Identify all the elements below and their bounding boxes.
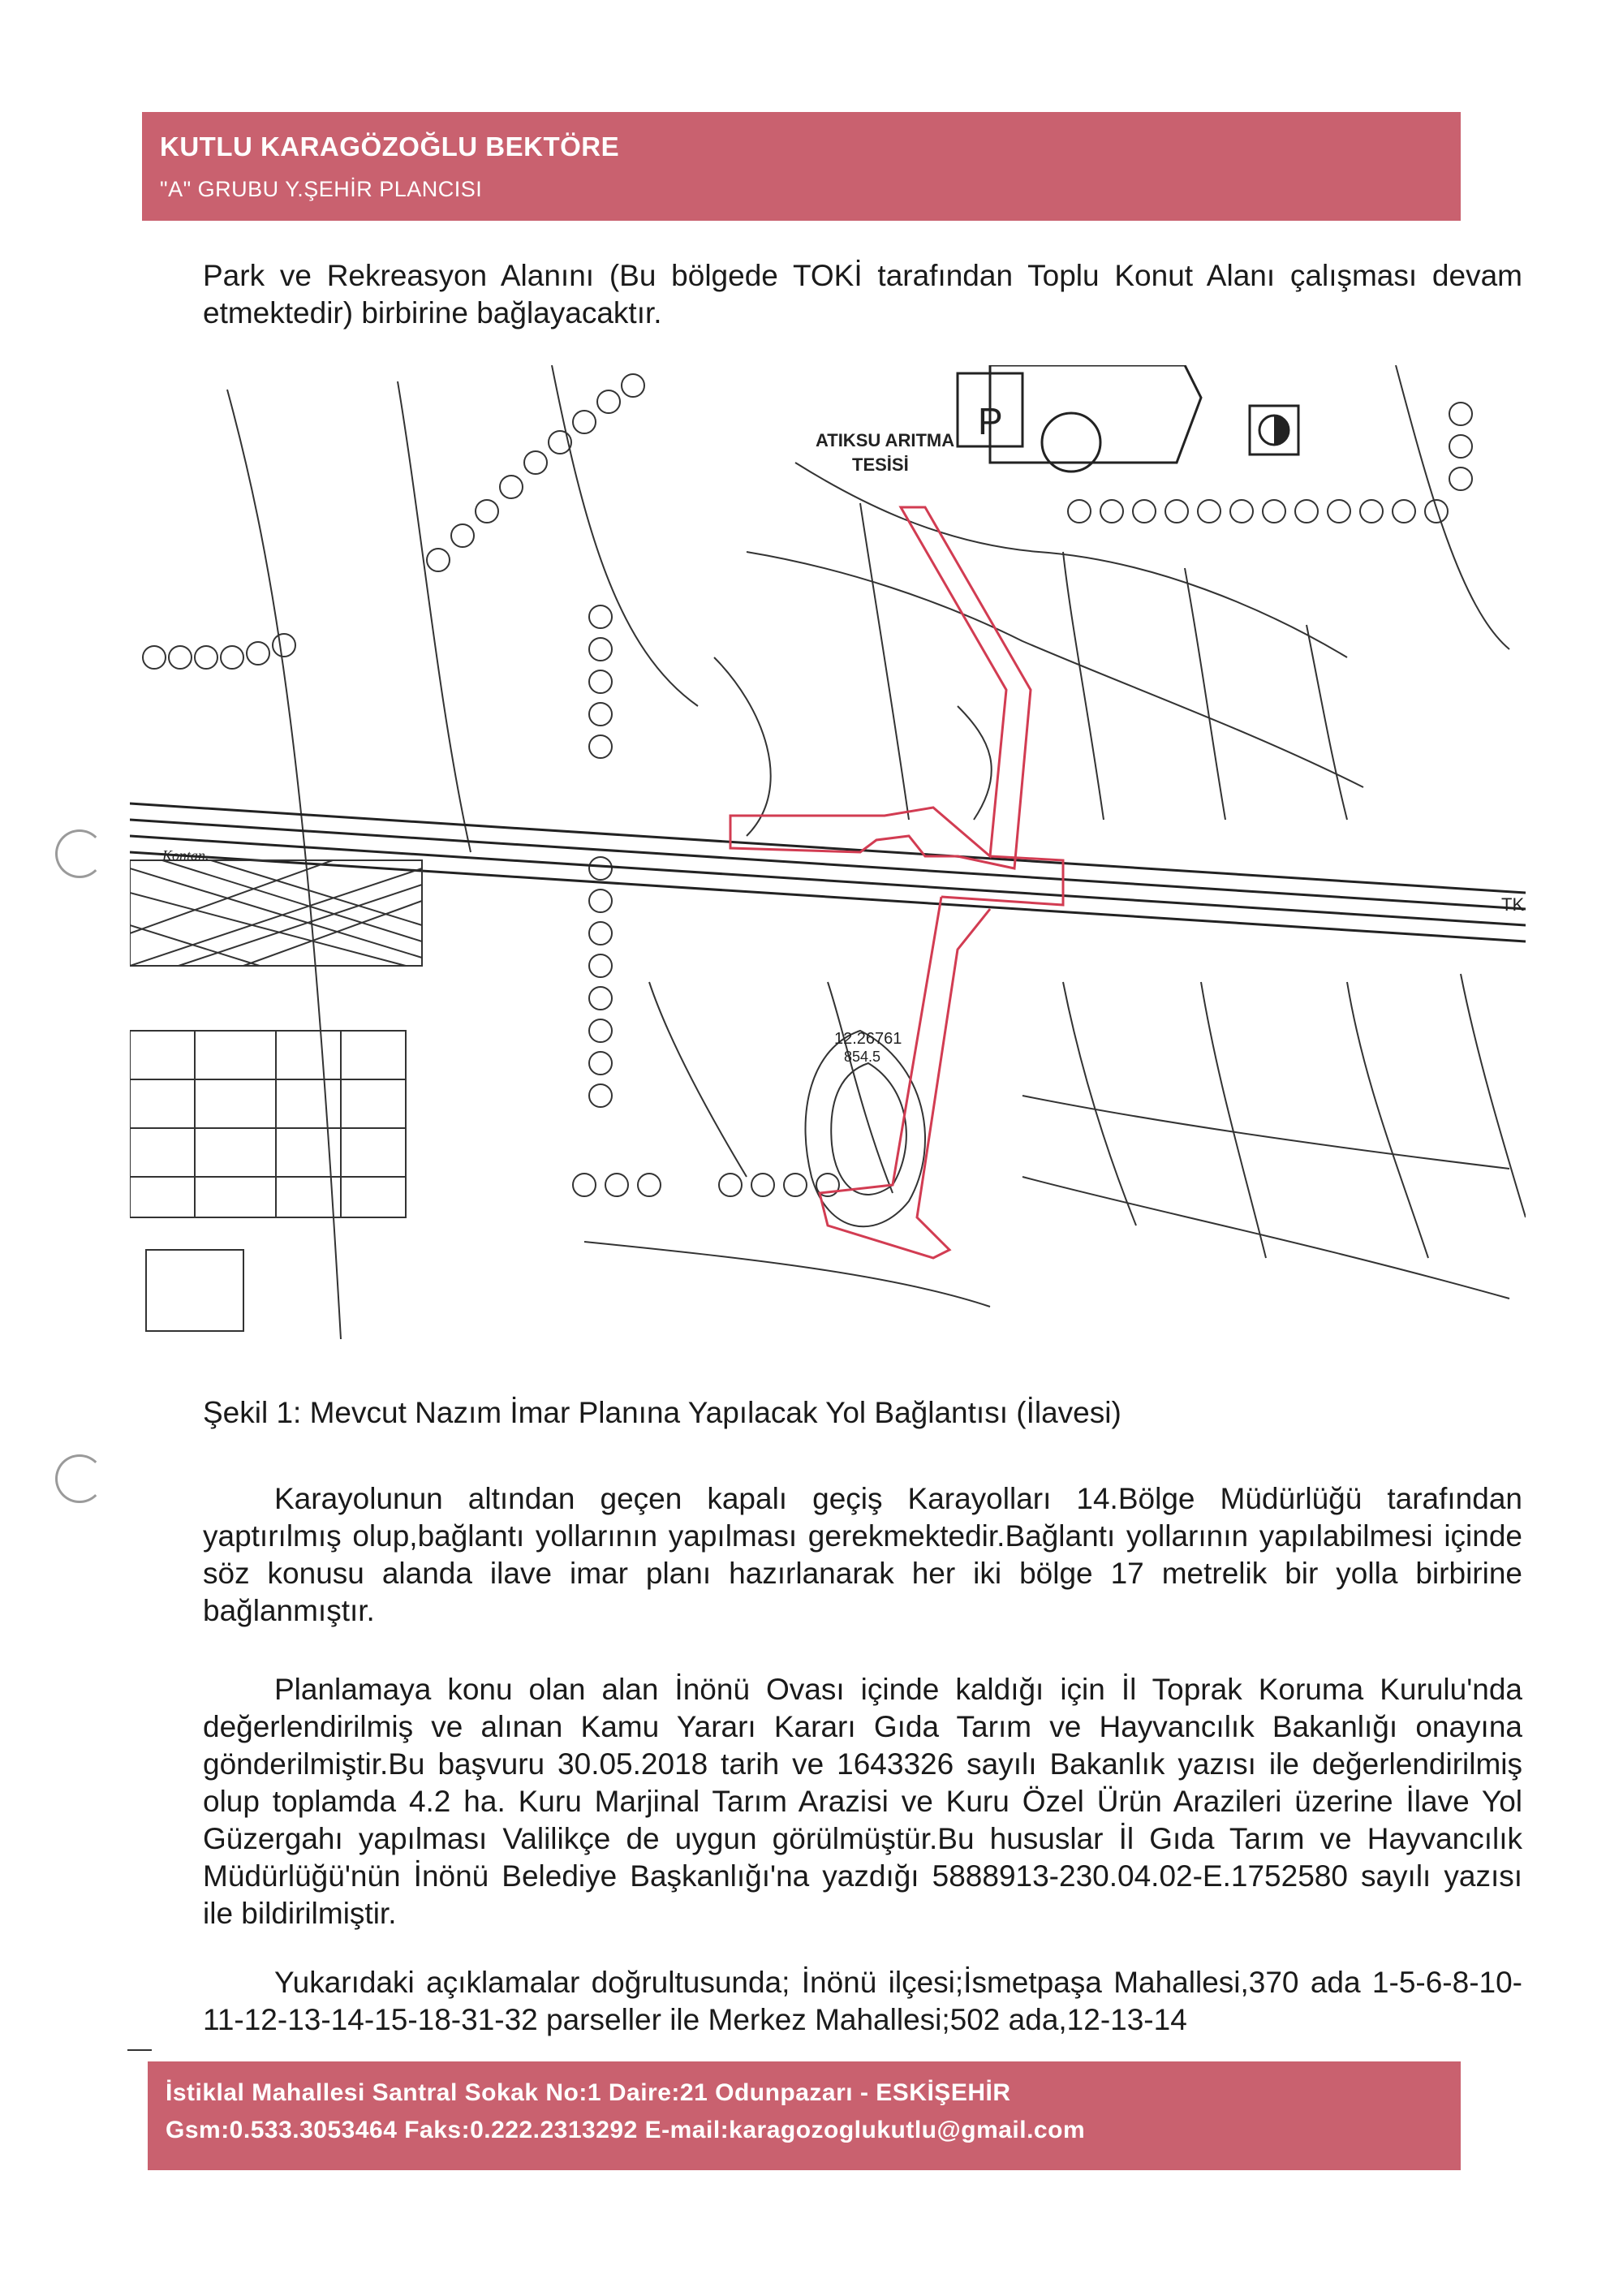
plan-map-drawing — [130, 365, 1526, 1355]
plan-map — [130, 365, 1526, 1355]
letterhead-header — [142, 112, 1461, 221]
edge-label: TK — [1501, 894, 1525, 915]
summit-secondary-label: 854.5 — [844, 1049, 881, 1065]
paragraph-1: Karayolunun altından geçen kapalı geçiş Karayolları 14.Bölge Müdürlüğü tarafından yaptırılmış olup,bağlantı yollarının yapılması gerekmektedir.Bağlantı yollarının yapılabilmesi içinde söz konusu alanda ilave imar planı hazırlanarak her iki bölge 17 metrelik bir yolla birbirine bağlanmıştır. — [203, 1482, 1522, 1627]
intro-paragraph: Park ve Rekreasyon Alanını (Bu bölgede TOKİ tarafından Toplu Konut Alanı çalışması devam etmektedir) birbirine bağlayacaktır. — [203, 259, 1522, 330]
paragraph-3: Yukarıdaki açıklamalar doğrultusunda; İnönü ilçesi;İsmetpaşa Mahallesi,370 ada 1-5-6-8-10-11-12-13-14-15-18-31-32 parseller ile Merkez Mahallesi;502 ada,12-13-14 — [203, 1966, 1522, 2036]
figure-caption: Şekil 1: Mevcut Nazım İmar Planına Yapılacak Yol Bağlantısı (İlavesi) — [203, 1396, 1121, 1429]
letterhead-footer — [148, 2061, 1461, 2170]
side-label: Kontan. — [162, 847, 209, 864]
parking-label: P — [978, 400, 1003, 442]
facility-label-line1: ATIKSU ARITMA — [816, 430, 955, 450]
footer-address: İstiklal Mahallesi Santral Sokak No:1 Daire:21 Odunpazarı - ESKİŞEHİR — [166, 2079, 1011, 2106]
summit-elevation-label: 12.26761 — [834, 1030, 902, 1048]
footer-contact: Gsm:0.533.3053464 Faks:0.222.2313292 E-mail:karagozoglukutlu@gmail.com — [166, 2117, 1086, 2143]
punch-hole-top — [55, 829, 104, 878]
author-name: KUTLU KARAGÖZOĞLU BEKTÖRE — [160, 131, 620, 162]
author-title: "A" GRUBU Y.ŞEHİR PLANCISI — [160, 177, 483, 201]
footer-rule — [127, 2049, 152, 2051]
paragraph-2: Planlamaya konu olan alan İnönü Ovası içinde kaldığı için İl Toprak Koruma Kurulu'nda değerlendirilmiş ve alınan Kamu Yararı Kararı Gıda Tarım ve Hayvancılık Bakanlığı onayına gönderilmiştir.Bu başvuru 30.05.2018 tarih ve 1643326 sayılı Bakanlık yazısı ile değerlendirilmiş olup toplamda 4.2 ha. Kuru Marjinal Tarım Arazisi ve Kuru Özel Ürün Arazileri üzerine İlave Yol Güzergahı yapılması Valilikçe de uygun görülmüştür.Bu hususlar İl Gıda Tarım ve Hayvancılık Müdürlüğü'nün İnönü Belediye Başkanlığı'na yazdığı 5888913-230.04.02-E.1752580 sayılı yazısı ile bildirilmiştir. — [203, 1673, 1522, 1930]
punch-hole-bottom — [55, 1454, 104, 1503]
facility-label-line2: TESİSİ — [852, 454, 909, 475]
